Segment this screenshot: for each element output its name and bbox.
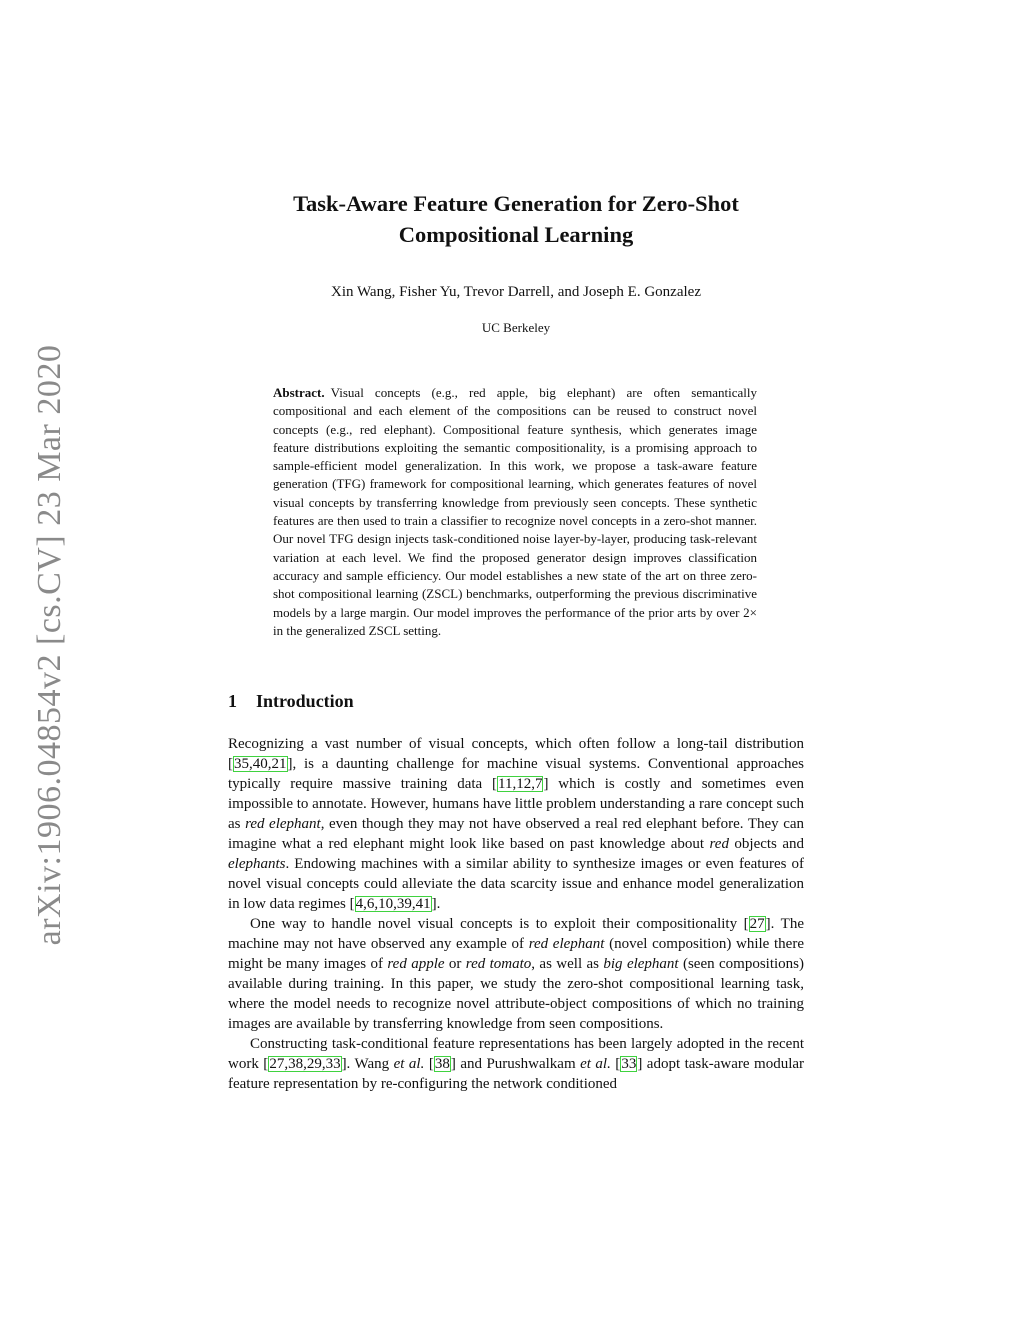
paragraph-1 bbox=[228, 734, 804, 914]
citation-link[interactable]: 33 bbox=[621, 1056, 637, 1072]
abstract-label: Abstract. bbox=[273, 385, 325, 400]
emphasis: red elephant bbox=[245, 816, 321, 832]
text-run: , even though they may not have observed a real red elephant before. They can imagine what a red elephant might look like based on past knowledge about bbox=[228, 816, 805, 852]
emphasis: red apple bbox=[387, 956, 445, 972]
author-list: Xin Wang, Fisher Yu, Trevor Darrell, and Joseph E. Gonzalez bbox=[331, 284, 701, 300]
abstract bbox=[273, 384, 757, 640]
paragraph-3 bbox=[228, 1034, 804, 1094]
title-line-1: Task-Aware Feature Generation for Zero-Shot bbox=[293, 191, 739, 216]
emphasis: et al. bbox=[393, 1056, 425, 1072]
text-run: or bbox=[444, 956, 466, 972]
text-run: Recognizing a vast number of visual concepts, which often follow a long-tail distribution [ bbox=[228, 736, 804, 772]
abstract-text: Visual concepts (e.g., red apple, big elephant) are often semantically compositional and each element of the compositions can be reused to construct novel concepts (e.g., red elephant). Compositional feature synthesis, which generates image feature distributions exploiting the semantic compositionality, is a promising approach to sample-efficient model generalization. In this work, we propose a task-aware feature generation (TFG) framework for compositional learning, which generates features of novel visual concepts by transferring knowledge from previously seen concepts. These synthetic features are then used to train a classifier to recognize novel concepts in a zero-shot manner. Our novel TFG design injects task-conditioned noise layer-by-layer, producing task-relevant variation at each level. We find the proposed generator design improves classification accuracy and sample efficiency. Our model establishes a new state of the art on three zero-shot compositional learning (ZSCL) benchmarks, outperforming the previous discriminative models by a large margin. Our model improves the performance of the prior arts by over 2× in the generalized ZSCL setting. bbox=[273, 385, 757, 638]
text-run: ] adopt task-aware modular feature representation by re-configuring the network conditioned bbox=[228, 1056, 805, 1092]
emphasis: red bbox=[709, 836, 729, 852]
citation-link[interactable]: 35,40,21 bbox=[234, 756, 287, 772]
text-run: ], is a daunting challenge for machine visual systems. Conventional approaches typically require massive training data [ bbox=[228, 756, 804, 792]
text-run: One way to handle novel visual concepts is to exploit their compositionality [ bbox=[250, 916, 749, 932]
title-line-2: Compositional Learning bbox=[398, 222, 634, 247]
text-run: [ bbox=[610, 1056, 621, 1072]
text-run: , as well as bbox=[531, 956, 604, 972]
citation-link[interactable]: 11,12,7 bbox=[498, 776, 543, 792]
emphasis: red elephant bbox=[528, 936, 605, 952]
section-number: 1 bbox=[228, 691, 237, 711]
text-run: ]. bbox=[431, 896, 441, 912]
paragraph-2 bbox=[228, 914, 804, 1034]
emphasis: et al. bbox=[580, 1056, 611, 1072]
affiliation: UC Berkeley bbox=[481, 320, 551, 335]
emphasis: elephants bbox=[228, 856, 286, 872]
citation-link[interactable]: 27,38,29,33 bbox=[269, 1056, 341, 1072]
paper-title bbox=[228, 188, 804, 250]
section-title: Introduction bbox=[256, 691, 354, 711]
emphasis: red tomato bbox=[465, 956, 532, 972]
citation-link[interactable]: 27 bbox=[749, 916, 765, 932]
citation-link[interactable]: 38 bbox=[434, 1056, 450, 1072]
text-run: ]. The machine may not have observed any example of bbox=[228, 916, 804, 952]
text-run: [ bbox=[424, 1056, 434, 1072]
text-run: objects and bbox=[728, 836, 804, 852]
section-heading-introduction bbox=[228, 691, 354, 712]
introduction-body bbox=[228, 734, 804, 1094]
text-run: Constructing task-conditional feature representations has been largely adopted in the recent work [ bbox=[228, 1036, 804, 1072]
text-run: ] and Purushwalkam bbox=[450, 1056, 581, 1072]
text-run: ]. Wang bbox=[341, 1056, 394, 1072]
text-run: . Endowing machines with a similar ability to synthesize images or even features of novel visual concepts could alleviate the data scarcity issue and enhance model generalization in low data regimes [ bbox=[228, 856, 804, 912]
arxiv-identifier-stamp: arXiv:1906.04854v2 [cs.CV] 23 Mar 2020 bbox=[31, 344, 68, 946]
emphasis: big elephant bbox=[603, 956, 679, 972]
citation-link[interactable]: 4,6,10,39,41 bbox=[355, 896, 431, 912]
text-run: ] which is costly and sometimes even impossible to annotate. However, humans have little problem understanding a rare concept such as bbox=[228, 776, 804, 832]
text-run: (seen compositions) available during training. In this paper, we study the zero-shot compositional learning task, where the model needs to recognize novel attribute-object compositions of which no training images are available by transferring knowledge from seen compositions. bbox=[228, 956, 805, 1032]
text-run: (novel composition) while there might be many images of bbox=[228, 936, 804, 972]
